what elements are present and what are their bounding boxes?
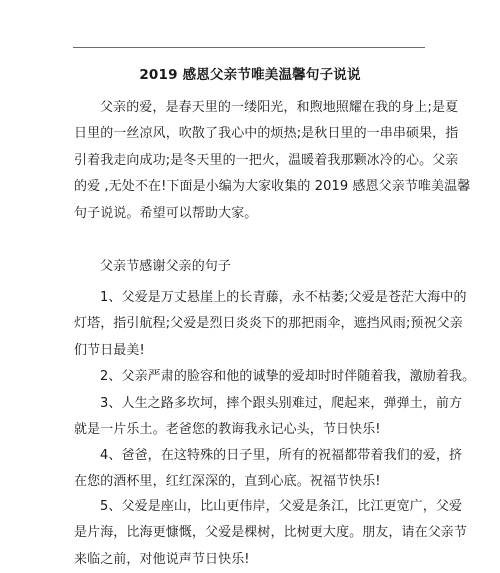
item-5-paragraph: [74, 494, 468, 573]
item-line: 3、人生之路多坎坷，摔个跟头别难过，爬起来，弹弹土，前方: [100, 396, 463, 411]
intro-line: 父亲的爱，是春天里的一缕阳光，和煦地照耀在我的身上;是夏: [100, 100, 459, 115]
document-title: 2019 感恩父亲节唯美温馨句子说说: [139, 67, 361, 83]
item-line: 5、父爱是座山，比山更伟岸，父爱是条江，比江更宽广，父爱: [100, 499, 463, 514]
section-heading: 父亲节感谢父亲的句子: [100, 259, 232, 274]
item-line: 灯塔，指引航程;父爱是烈日炎炎下的那把雨伞，遮挡风雨;预祝父亲: [74, 316, 463, 332]
item-4-paragraph: [74, 443, 463, 496]
item-1-paragraph: [74, 285, 467, 364]
intro-line: 的爱 ,无处不在!下面是小编为大家收集的 2019 感恩父亲节唯美温馨: [74, 179, 471, 195]
intro-line: 日里的一丝凉风，吹散了我心中的烦热;是秋日里的一串串硕果，指: [74, 126, 459, 142]
item-line: 们节日最美!: [74, 342, 145, 358]
item-line: 是片海，比海更慷慨，父爱是棵树，比树更大度。朋友，请在父亲节: [74, 525, 468, 541]
section-heading-block: [74, 254, 429, 280]
item-line: 1、父爱是万丈悬崖上的长青藤，永不枯萎;父爱是苍茫大海中的: [100, 290, 467, 305]
item-line: 2、父亲严肃的脸容和他的诚挚的爱却时时伴随着我，激励着我。: [100, 369, 476, 384]
item-line: 4、爸爸，在这特殊的日子里，所有的祝福都带着我们的爱，挤: [100, 448, 463, 463]
item-3-paragraph: [74, 391, 463, 444]
header-rule: [73, 47, 425, 48]
intro-line: 句子说说。希望可以帮助大家。: [74, 205, 258, 221]
item-line: 就是一片乐土。老爸您的教诲我永记心头，节日快乐!: [74, 422, 381, 438]
intro-line: 引着我走向成功;是冬天里的一把火，温暖着我那颗冰冷的心。父亲: [74, 152, 459, 168]
item-2-paragraph: [74, 364, 476, 390]
item-line: 来临之前，对他说声节日快乐!: [74, 551, 250, 567]
item-line: 在您的酒杯里，红红深深的，直到心底。祝福节快乐!: [74, 474, 381, 490]
intro-paragraph: [74, 95, 471, 227]
